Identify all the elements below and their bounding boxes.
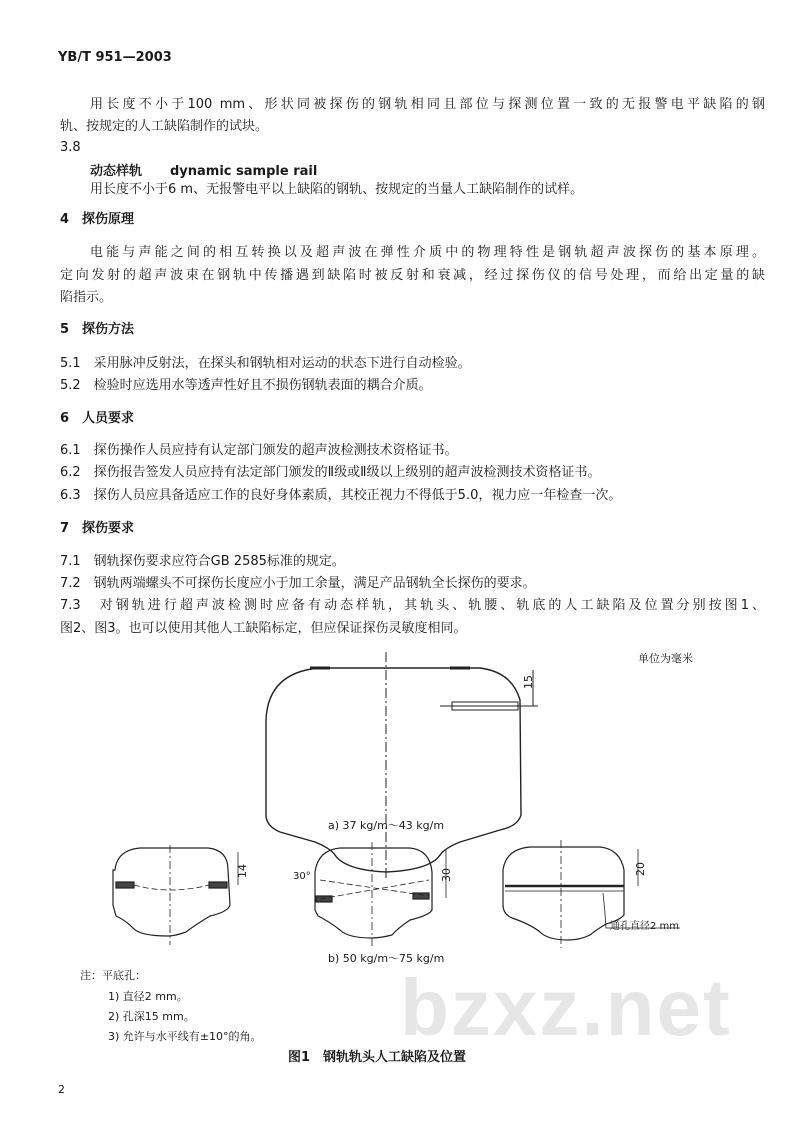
page-number: 2 bbox=[58, 1083, 65, 1096]
dimension-label: 14 bbox=[236, 864, 249, 878]
watermark: bzxz.net bbox=[400, 963, 732, 1052]
clause: 7.1 钢轨探伤要求应符合GB 2585标准的规定。 bbox=[60, 554, 345, 569]
dimension-label: 15 bbox=[522, 675, 535, 689]
rail-head-b2-drawing bbox=[315, 842, 446, 948]
standard-number: YB/T 951—2003 bbox=[58, 50, 172, 65]
clause: 6.3 探伤人员应具备适应工作的良好身体素质，其校正视力不得低于5.0，视力应一年检查一次。 bbox=[60, 488, 622, 503]
figure-title: 图1 钢轨轨头人工缺陷及位置 bbox=[288, 1050, 467, 1065]
clause: 7.2 钢轨两端螺头不可探伤长度应小于加工余量，满足产品钢轨全长探伤的要求。 bbox=[60, 576, 536, 591]
paragraph-line: 电能与声能之间的相互转换以及超声波在弹性介质中的物理特性是钢轨超声波探伤的基本原理。 bbox=[90, 245, 765, 260]
section-heading: 5 探伤方法 bbox=[60, 322, 135, 337]
paragraph-line: 用长度不小于100 mm、形状同被探伤的钢轨相同且部位与探测位置一致的无报警电平缺陷的钢 bbox=[90, 97, 765, 112]
paragraph-line: 定向发射的超声波束在钢轨中传播遇到缺陷时被反射和衰减，经过探伤仪的信号处理，而给出定量的缺 bbox=[60, 268, 765, 283]
clause: 6.1 探伤操作人员应持有认定部门颁发的超声波检测技术资格证书。 bbox=[60, 443, 458, 458]
section-heading: 7 探伤要求 bbox=[60, 521, 135, 536]
clause-continued: 图2、图3。也可以使用其他人工缺陷标定，但应保证探伤灵敏度相同。 bbox=[60, 621, 467, 636]
caption-a: a) 37 kg/m～43 kg/m bbox=[328, 819, 445, 832]
notes-title: 注：平底孔： bbox=[80, 969, 146, 982]
term-cn: 动态样轨 bbox=[90, 164, 143, 179]
clause-number: 3.8 bbox=[60, 140, 81, 155]
rail-head-b1-drawing bbox=[113, 845, 238, 945]
dimension-label: 30 bbox=[440, 868, 453, 882]
note: 2) 孔深15 mm。 bbox=[108, 1010, 195, 1023]
clause: 6.2 探伤报告签发人员应持有法定部门颁发的Ⅱ级或Ⅱ级以上级别的超声波检测技术资格证书。 bbox=[60, 465, 601, 480]
rail-head-a-drawing bbox=[266, 652, 538, 880]
paragraph-line: 轨、按规定的人工缺陷制作的试块。 bbox=[60, 119, 269, 134]
note: 1) 直径2 mm。 bbox=[108, 990, 188, 1003]
hole-label: 通孔直径2 mm bbox=[610, 921, 680, 932]
section-heading: 6 人员要求 bbox=[60, 411, 135, 426]
term-en: dynamic sample rail bbox=[170, 164, 318, 179]
dimension-label: 20 bbox=[634, 862, 647, 876]
term-definition: 用长度不小于6 m、无报警电平以上缺陷的钢轨、按规定的当量人工缺陷制作的试样。 bbox=[90, 182, 584, 197]
caption-b: b) 50 kg/m～75 kg/m bbox=[328, 952, 445, 965]
section-heading: 4 探伤原理 bbox=[60, 212, 135, 227]
clause: 5.2 检验时应选用水等透声性好且不损伤钢轨表面的耦合介质。 bbox=[60, 378, 432, 393]
unit-note: 单位为毫米 bbox=[638, 652, 693, 665]
angle-label: 30° bbox=[293, 871, 311, 882]
paragraph-line: 陷指示。 bbox=[60, 290, 113, 305]
note: 3) 允许与水平线有±10°的角。 bbox=[108, 1030, 262, 1043]
clause: 7.3 对钢轨进行超声波检测时应备有动态样轨，其轨头、轨腰、轨底的人工缺陷及位置分别按图1、 bbox=[60, 598, 765, 613]
clause: 5.1 采用脉冲反射法，在探头和钢轨相对运动的状态下进行自动检验。 bbox=[60, 356, 471, 371]
